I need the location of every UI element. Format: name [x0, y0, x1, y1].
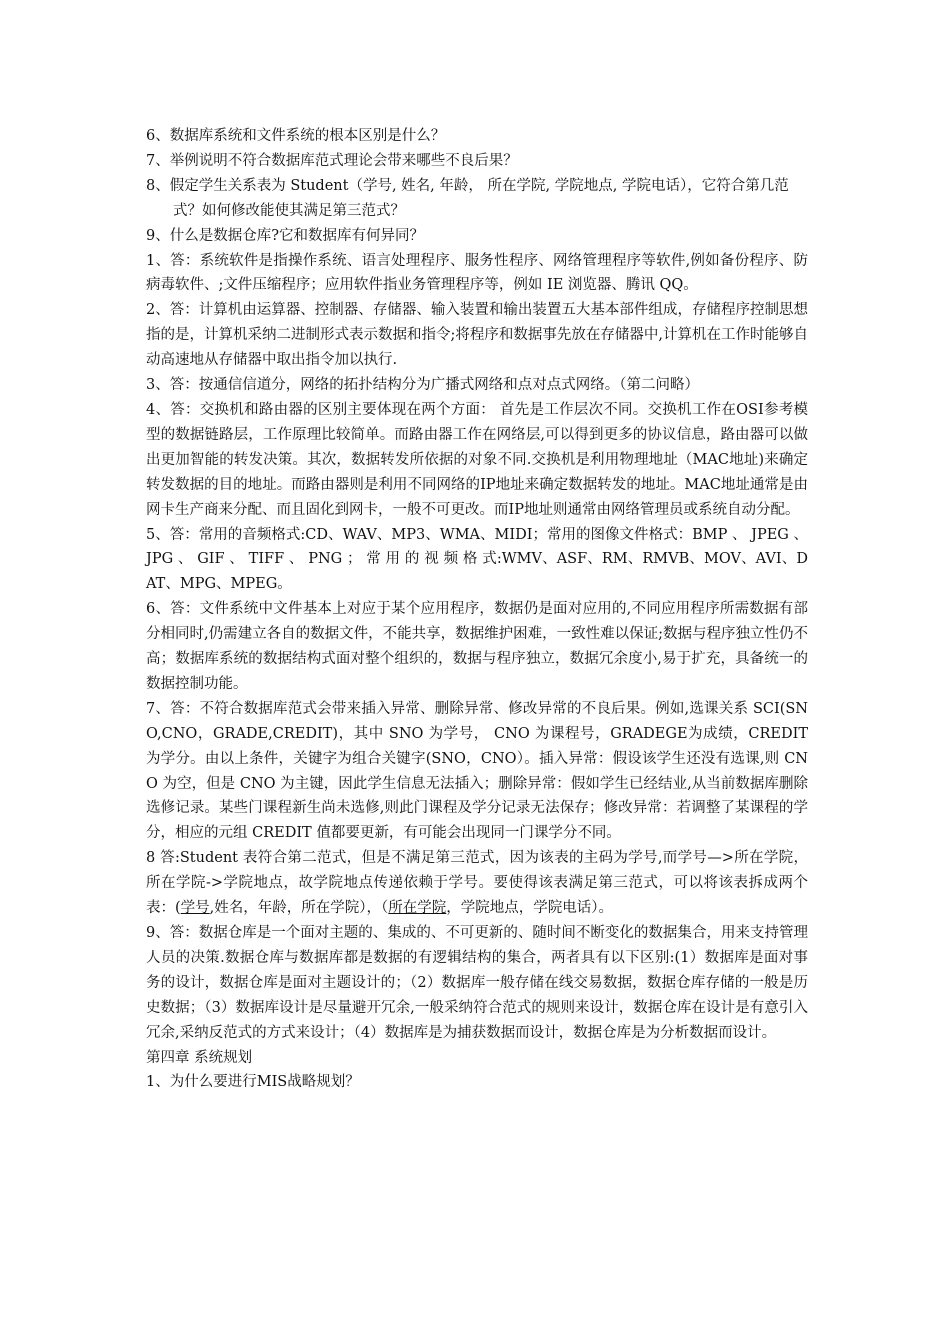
answer-7: 7、答：不符合数据库范式会带来插入异常、删除异常、修改异常的不良后果。例如,选课关系 SCI(SNO,CNO，GRADE,CREDIT)，其中 SNO 为学号， CNO 为课程号，GRADEGE为成绩，CREDIT 为学分。由以上条件，关键字为组合关键字(SNO，CNO）。插入异常：假设该学生还没有选课,则 CNO 为空，但是 CNO 为主键，因此学生信息无法插入；删除异常：假如学生已经结业,从当前数据库删除选修记录。某些门课程新生尚未选修,则此门课程及学分记录无法保存；修改异常：若调整了某课程的学分，相应的元组 CREDIT 值都要更新，有可能会出现同一门课学分不同。 [146, 700, 808, 842]
chapter-4-title: 第四章 系统规划 [146, 1049, 253, 1066]
answer-8-text-1: 8 答:Student 表符合第二范式，但是不满足第三范式，因为该表的主码为学号,而学号—>所在学院，所在学院->学院地点，故学院地点传递依赖于学号。要使得该表满足第三范式，可以将该表拆成两个表：( [146, 850, 808, 917]
answer-4: 4、答：交换机和路由器的区别主要体现在两个方面： 首先是工作层次不同。交换机工作在OSI参考模型的数据链路层，工作原理比较简单。而路由器工作在网络层,可以得到更多的协议信息，路由器可以做出更加智能的转发决策。其次，数据转发所依据的对象不同.交换机是利用物理地址（MAC地址)来确定转发数据的目的地址。而路由器则是利用不同网络的IP地址来确定数据转发的地址。MAC地址通常是由网卡生产商来分配、而且固化到网卡，一般不可更改。而IP地址则通常由网络管理员或系统自动分配。 [146, 401, 808, 518]
answer-8-text-3: ，学院地点，学院电话）。 [446, 900, 614, 917]
answer-8-underlined-key-2: 所在学院 [388, 900, 447, 917]
question-6: 6、数据库系统和文件系统的根本区别是什么？ [146, 128, 446, 144]
answer-2: 2、答：计算机由运算器、控制器、存储器、输入装置和输出装置五大基本部件组成，存储程序控制思想指的是，计算机采纳二进制形式表示数据和指令;将程序和数据事先放在存储器中,计算机在工作时能够自动高速地从存储器中取出指令加以执行. [146, 302, 808, 369]
chapter-4-question-1: 1、为什么要进行MIS战略规划？ [146, 1074, 360, 1091]
question-9: 9、什么是数据仓库?它和数据库有何异同？ [146, 227, 424, 244]
answer-5: 5、答：常用的音频格式:CD、WAV、MP3、WMA、MIDI；常用的图像文件格式：BMP 、 JPEG 、 JPG 、 GIF 、 TIFF 、 PNG ； 常 用 的 视 频 格 式:WMV、ASF、RM、RMVB、MOV、AVI、DAT、MPG、MPEG。 [146, 526, 808, 593]
answer-9: 9、答：数据仓库是一个面对主题的、集成的、不可更新的、随时间不断变化的数据集合，用来支持管理人员的决策.数据仓库与数据库都是数据的有逻辑结构的集合，两者具有以下区别:(1）数据库是面对事务的设计，数据仓库是面对主题设计的；（2）数据库一般存储在线交易数据，数据仓库存储的一般是历史数据；（3）数据库设计是尽量避开冗余,一般采纳符合范式的规则来设计，数据仓库在设计是有意引入冗余,采纳反范式的方式来设计；（4）数据库是为捕获数据而设计，数据仓库是为分析数据而设计。 [146, 925, 808, 1041]
question-8: 8、假定学生关系表为 Student（学号, 姓名, 年龄， 所在学院, 学院地点, 学院电话），它符合第几范式？如何修改能使其满足第三范式？ [146, 177, 789, 219]
question-7: 7、举例说明不符合数据库范式理论会带来哪些不良后果？ [146, 152, 518, 169]
document-body [146, 124, 808, 1095]
answer-8-underlined-key-1: 学号 [180, 900, 210, 917]
answer-8 [146, 846, 808, 921]
answer-6: 6、答：文件系统中文件基本上对应于某个应用程序，数据仍是面对应用的,不同应用程序所需数据有部分相同时,仍需建立各自的数据文件，不能共享，数据维护困难，一致性难以保证;数据与程序独立性仍不高；数据库系统的数据结构式面对整个组织的，数据与程序独立，数据冗余度小,易于扩充，具备统一的数据控制功能。 [146, 601, 808, 692]
answer-1: 1、答：系统软件是指操作系统、语言处理程序、服务性程序、网络管理程序等软件,例如备份程序、防病毒软件、;文件压缩程序；应用软件指业务管理程序等，例如 IE 浏览器、腾讯 QQ。 [146, 252, 808, 294]
answer-8-text-2: ,姓名，年龄，所在学院），（ [209, 900, 389, 917]
answer-3: 3、答：按通信信道分，网络的拓扑结构分为广播式网络和点对点式网络。（第二问略） [146, 377, 699, 394]
